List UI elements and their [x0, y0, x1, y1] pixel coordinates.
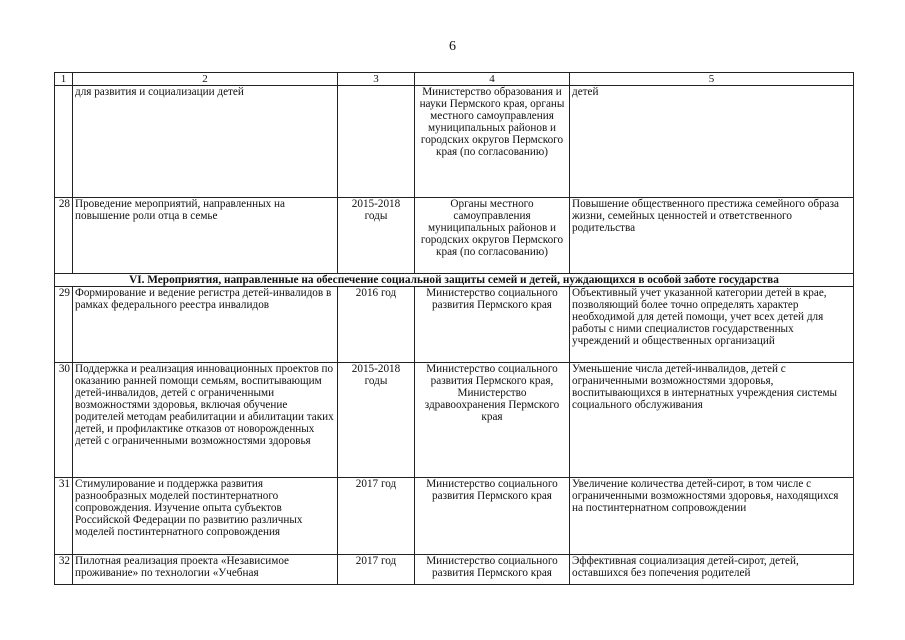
row-number: 28 — [55, 198, 73, 274]
section-row — [55, 274, 854, 287]
table-row — [55, 363, 854, 478]
result-cell: Уменьшение числа детей-инвалидов, детей с ограниченными возможностями здоровья, воспитывающихся в интернатных учреждения системы социального обслуживания — [570, 363, 854, 478]
executor-cell: Министерство социального развития Пермского края — [415, 287, 570, 363]
col-header-2: 2 — [73, 73, 338, 86]
executor-cell: Министерство социального развития Пермского края — [415, 478, 570, 555]
period-cell — [338, 86, 415, 198]
executor-cell: Министерство социального развития Пермского края — [415, 555, 570, 585]
section-heading: VI. Мероприятия, направленные на обеспечение социальной защиты семей и детей, нуждающихся в особой заботе государства — [55, 274, 854, 287]
row-number: 32 — [55, 555, 73, 585]
table-row — [55, 287, 854, 363]
col-header-1: 1 — [55, 73, 73, 86]
table-row — [55, 478, 854, 555]
table-row — [55, 198, 854, 274]
activity-cell: Формирование и ведение регистра детей-инвалидов в рамках федерального реестра инвалидов — [73, 287, 338, 363]
result-cell: Объективный учет указанной категории детей в крае, позволяющий более точно определять характер необходимой для детей помощи, учет всех детей для работы с ними специалистов государственных учреждений и общественных организаций — [570, 287, 854, 363]
activity-cell: Проведение мероприятий, направленных на повышение роли отца в семье — [73, 198, 338, 274]
row-number: 29 — [55, 287, 73, 363]
executor-cell: Органы местного самоуправления муниципальных районов и городских округов Пермского края (по согласованию) — [415, 198, 570, 274]
period-cell: 2016 год — [338, 287, 415, 363]
row-number — [55, 86, 73, 198]
period-cell: 2015-2018 годы — [338, 363, 415, 478]
period-cell: 2017 год — [338, 478, 415, 555]
result-cell: Эффективная социализация детей-сирот, детей, оставшихся без попечения родителей — [570, 555, 854, 585]
period-cell: 2015-2018 годы — [338, 198, 415, 274]
period-cell: 2017 год — [338, 555, 415, 585]
table-header-row — [55, 73, 854, 86]
row-number: 31 — [55, 478, 73, 555]
col-header-3: 3 — [338, 73, 415, 86]
row-number: 30 — [55, 363, 73, 478]
page-number: 6 — [449, 39, 456, 54]
table-row — [55, 555, 854, 585]
activity-cell: для развития и социализации детей — [73, 86, 338, 198]
executor-cell: Министерство социального развития Пермского края, Министерство здравоохранения Пермского края — [415, 363, 570, 478]
table-row — [55, 86, 854, 198]
executor-cell: Министерство образования и науки Пермского края, органы местного самоуправления муниципальных районов и городских округов Пермского края (по согласованию) — [415, 86, 570, 198]
col-header-4: 4 — [415, 73, 570, 86]
result-cell: детей — [570, 86, 854, 198]
activity-cell: Поддержка и реализация инновационных проектов по оказанию ранней помощи семьям, воспитывающим детей-инвалидов, детей с ограниченными возможностями здоровья, включая обучение родителей методам реабилитации и абилитации таких детей, и профилактике отказов от новорожденных детей с ограниченными возможностями здоровья — [73, 363, 338, 478]
activity-cell: Стимулирование и поддержка развития разнообразных моделей постинтернатного сопровождения. Изучение опыта субъектов Российской Федерации по развитию различных моделей постинтернатного сопровождения — [73, 478, 338, 555]
col-header-5: 5 — [570, 73, 854, 86]
result-cell: Повышение общественного престижа семейного образа жизни, семейных ценностей и ответственного родительства — [570, 198, 854, 274]
measures-table — [54, 72, 854, 585]
result-cell: Увеличение количества детей-сирот, в том числе с ограниченными возможностями здоровья, находящихся на постинтернатном сопровождении — [570, 478, 854, 555]
activity-cell: Пилотная реализация проекта «Независимое проживание» по технологии «Учебная — [73, 555, 338, 585]
